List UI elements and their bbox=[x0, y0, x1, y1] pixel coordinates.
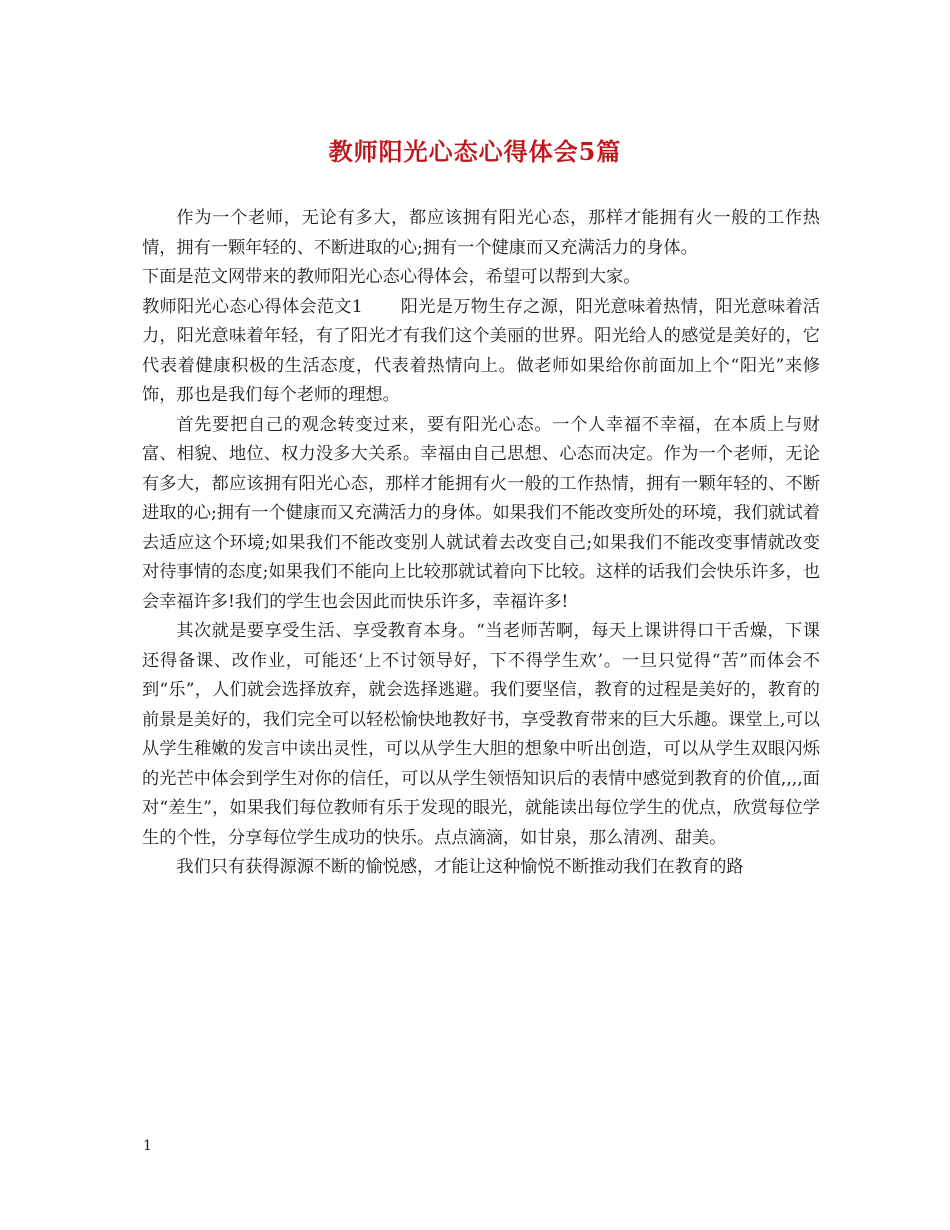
paragraph-section-1 bbox=[142, 293, 820, 411]
section-1-text: 阳光是万物生存之源，阳光意味着热情，阳光意味着活力，阳光意味着年轻，有了阳光才有我们这个美丽的世界。阳光给人的感觉是美好的，它代表着健康积极的生活态度，代表着热情向上。做老师如果给你前面加上个“阳光”来修饰，那也是我们每个老师的理想。 bbox=[142, 296, 820, 405]
paragraph-lead-in: 下面是范文网带来的教师阳光心态心得体会，希望可以帮到大家。 bbox=[142, 267, 641, 287]
paragraph-mindset: 首先要把自己的观念转变过来，要有阳光心态。一个人幸福不幸福，在本质上与财富、相貌、地位、权力没多大关系。幸福由自己思想、心态而决定。作为一个老师，无论有多大，都应该拥有阳光心态，那样才能拥有火一般的工作热情，拥有一颗年轻的、不断进取的心;拥有一个健康而又充满活力的身体。如果我们不能改变所处的环境，我们就试着去适应这个环境;如果我们不能改变别人就试着去改变自己;如果我们不能改变事情就改变对待事情的态度;如果我们不能向上比较那就试着向下比较。这样的话我们会快乐许多，也会幸福许多!我们的学生也会因此而快乐许多，幸福许多! bbox=[142, 414, 820, 612]
document-body bbox=[142, 204, 820, 883]
document-title: 教师阳光心态心得体会5篇 bbox=[328, 137, 622, 166]
paragraph-intro: 作为一个老师，无论有多大，都应该拥有阳光心态，那样才能拥有火一般的工作热情，拥有一颗年轻的、不断进取的心;拥有一个健康而又充满活力的身体。 bbox=[142, 208, 820, 258]
page-number: 1 bbox=[143, 1138, 152, 1154]
section-heading: 教师阳光心态心得体会范文1 bbox=[142, 296, 363, 317]
paragraph-enjoy-teaching: 其次就是要享受生活、享受教育本身。“当老师苦啊，每天上课讲得口干舌燥，下课还得备课、改作业，可能还‘上不讨领导好，下不得学生欢’。一旦只觉得“苦”而体会不到“乐”，人们就会选择放弃，就会选择逃避。我们要坚信，教育的过程是美好的，教育的前景是美好的，我们完全可以轻松愉快地教好书，享受教育带来的巨大乐趣。课堂上,可以从学生稚嫩的发言中读出灵性，可以从学生大胆的想象中听出创造，可以从学生双眼闪烁的光芒中体会到学生对你的信任，可以从学生领悟知识后的表情中感觉到教育的价值,,,,面对“差生”，如果我们每位教师有乐于发现的眼光，就能读出每位学生的优点，欣赏每位学生的个性，分享每位学生成功的快乐。点点滴滴，如甘泉，那么清冽、甜美。 bbox=[142, 621, 820, 848]
paragraph-joy: 我们只有获得源源不断的愉悦感，才能让这种愉悦不断推动我们在教育的路 bbox=[176, 857, 744, 877]
